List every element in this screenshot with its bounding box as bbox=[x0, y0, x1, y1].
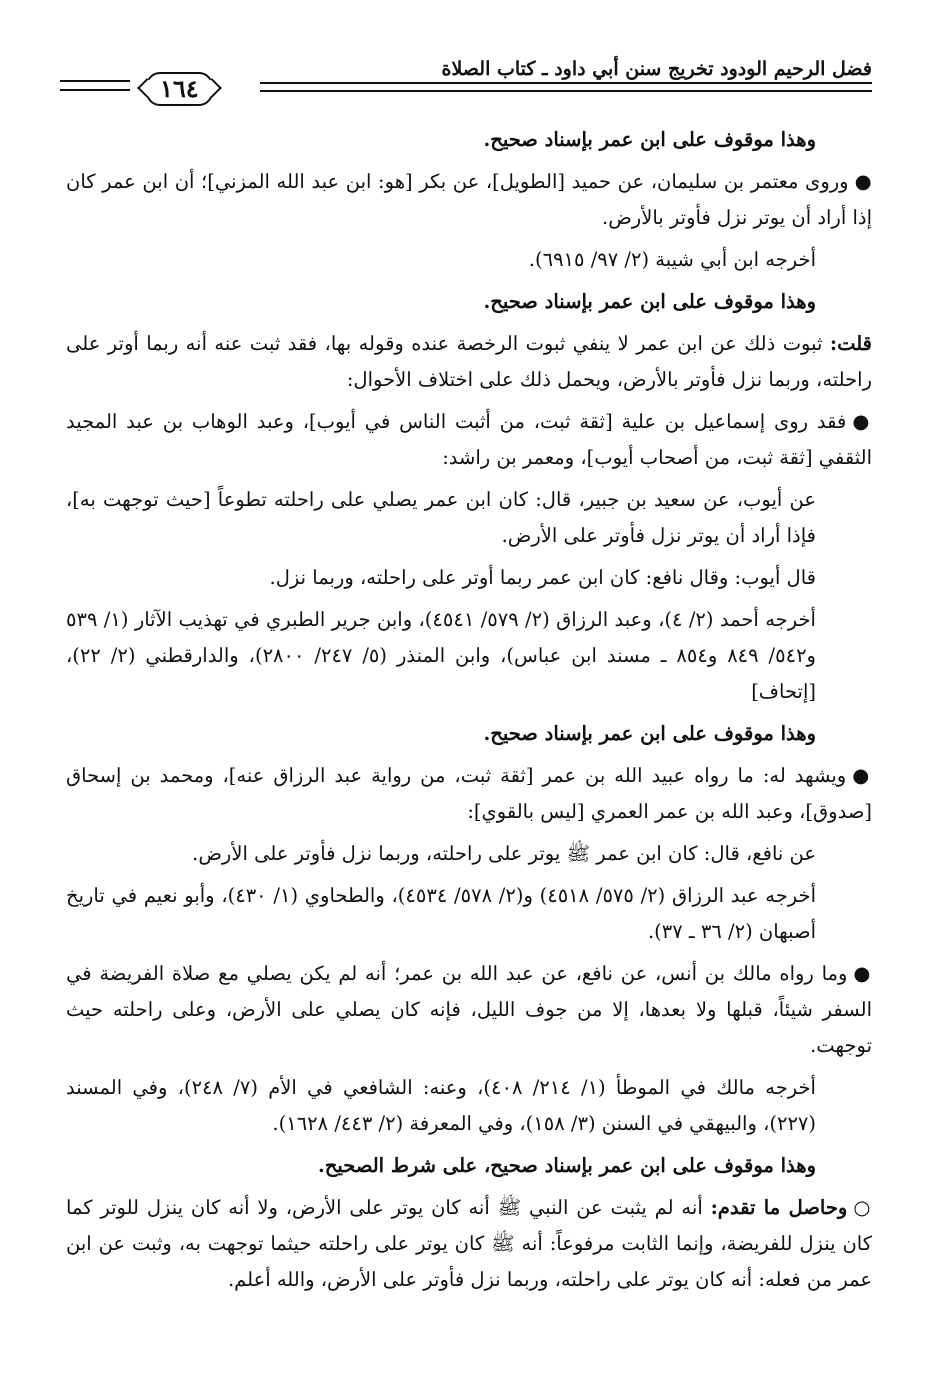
narration-paragraph bbox=[66, 404, 872, 476]
citation-paragraph: أخرجه مالك في الموطأ (١/ ٢١٤/ ٤٠٨)، وعنه: الشافعي في الأم (٧/ ٢٤٨)، وفي المسند (٢٢٧)، والبيهقي في السنن (٣/ ١٥٨)، وفي المعرفة (٢/ ٤٤٣/ ١٦٢٨). bbox=[66, 1076, 816, 1135]
paragraph-text: وما رواه مالك بن أنس، عن نافع، عن عبد الله بن عمر؛ أنه لم يكن يصلي مع صلاة الفريضة في السفر شيئاً، قبلها ولا بعدها، إلا من جوف الليل، فإنه كان يصلي على الأرض، وعلى راحلته حيث توجهت. bbox=[66, 962, 872, 1057]
bullet-dot-icon: ● bbox=[853, 962, 872, 985]
bullet-circle-icon: ○ bbox=[853, 1196, 872, 1219]
comment-label: قلت: bbox=[829, 332, 872, 355]
page-number: ١٦٤ bbox=[146, 72, 213, 106]
verdict-line: وهذا موقوف على ابن عمر بإسناد صحيح، على شرط الصحيح. bbox=[317, 1154, 816, 1177]
paragraph-text: وروى معتمر بن سليمان، عن حميد [الطويل]، عن بكر [هو: ابن عبد الله المزني]؛ أن ابن عمر كان إذا أراد أن يوتر نزل فأوتر بالأرض. bbox=[66, 170, 872, 229]
page-header bbox=[60, 52, 872, 102]
header-rule bbox=[260, 82, 872, 92]
verdict-line: وهذا موقوف على ابن عمر بإسناد صحيح. bbox=[483, 128, 816, 151]
narration-text: عن أيوب، عن سعيد بن جبير، قال: كان ابن عمر يصلي على راحلته تطوعاً [حيث توجهت به]، فإذا أراد أن يوتر نزل فأوتر على الأرض. bbox=[66, 488, 816, 547]
narration-paragraph bbox=[66, 956, 872, 1064]
verdict-line: وهذا موقوف على ابن عمر بإسناد صحيح. bbox=[483, 290, 816, 313]
paragraph-text: فقد روى إسماعيل بن علية [ثقة ثبت، من أثبت الناس في أيوب]، وعبد الوهاب بن عبد المجيد الثقفي [ثقة ثبت، من أصحاب أيوب]، ومعمر بن راشد: bbox=[66, 410, 872, 469]
paragraph-text: أنه لم يثبت عن النبي ﷺ أنه كان يوتر على الأرض، ولا أنه كان ينزل للوتر كما كان ينزل للفريضة، وإنما الثابت مرفوعاً: أنه ﷺ كان يوتر على راحلته حيثما توجهت به، وثبت عن ابن عمر من فعله: أنه كان يوتر على راحلته، وربما نزل فأوتر على الأرض، والله أعلم. bbox=[66, 1196, 872, 1291]
citation-paragraph: أخرجه عبد الرزاق (٢/ ٥٧٥/ ٤٥١٨) و(٢/ ٥٧٨/ ٤٥٣٤)، والطحاوي (١/ ٤٣٠)، وأبو نعيم في تاريخ أصبهان (٢/ ٣٦ ـ ٣٧). bbox=[66, 884, 817, 943]
header-ornament-line bbox=[60, 80, 130, 91]
summary-label: وحاصل ما تقدم: bbox=[710, 1196, 848, 1219]
paragraph-text: ويشهد له: ما رواه عبيد الله بن عمر [ثقة ثبت، من رواية عبد الرزاق عنه]، ومحمد بن إسحاق [صدوق]، وعبد الله بن عمر العمري [ليس بالقوي]: bbox=[66, 764, 872, 823]
page-body bbox=[66, 122, 872, 1304]
narration-text: عن نافع، قال: كان ابن عمر ﷺ يوتر على راحلته، وربما نزل فأوتر على الأرض. bbox=[192, 842, 816, 865]
running-title: فضل الرحيم الودود تخريج سنن أبي داود ـ كتاب الصلاة bbox=[441, 58, 872, 80]
summary-paragraph bbox=[66, 1190, 872, 1298]
verdict-line: وهذا موقوف على ابن عمر بإسناد صحيح. bbox=[483, 722, 816, 745]
narration-text: قال أيوب: وقال نافع: كان ابن عمر ربما أوتر على راحلته، وربما نزل. bbox=[269, 566, 816, 589]
bullet-dot-icon: ● bbox=[852, 410, 872, 433]
narration-paragraph bbox=[66, 164, 872, 236]
bullet-dot-icon: ● bbox=[854, 170, 872, 193]
bullet-dot-icon: ● bbox=[852, 764, 872, 787]
paragraph-text: ثبوت ذلك عن ابن عمر لا ينفي ثبوت الرخصة عنده وقوله بها، فقد ثبت عنه أنه ربما أوتر على راحلته، وربما نزل فأوتر بالأرض، ويحمل ذلك على اختلاف الأحوال: bbox=[66, 332, 872, 391]
citation-paragraph: أخرجه ابن أبي شيبة (٢/ ٩٧/ ٦٩١٥). bbox=[528, 248, 816, 271]
narration-paragraph bbox=[66, 758, 872, 830]
citation-paragraph: أخرجه أحمد (٢/ ٤)، وعبد الرزاق (٢/ ٥٧٩/ ٤٥٤١)، وابن جرير الطبري في تهذيب الآثار (١/ ٥٣٩ و٥٤٢/ ٨٤٩ و٨٥٤ ـ مسند ابن عباس)، وابن المنذر (٥/ ٢٤٧/ ٢٨٠٠)، والدارقطني (٢/ ٢٢)، [إتحاف] bbox=[66, 608, 816, 703]
comment-paragraph bbox=[66, 326, 872, 398]
